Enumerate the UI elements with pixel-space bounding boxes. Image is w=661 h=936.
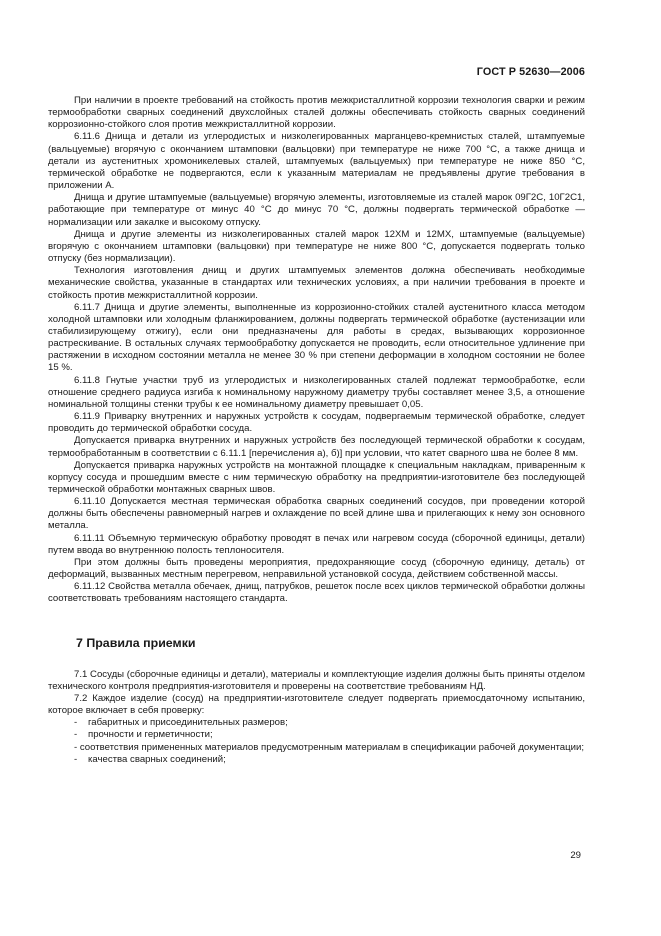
- list-item: [48, 729, 585, 741]
- paragraph: При наличии в проекте требований на стойкость против межкристаллитной коррозии технология сварки и режим термообработки сварных соединений двухслойных сталей должны обеспечивать стойкость сварных соединений коррозионно-стойкого слоя против межкристаллитной коррозии.: [48, 95, 585, 131]
- list-item-text: качества сварных соединений;: [88, 753, 226, 765]
- paragraph-6-11-10: 6.11.10 Допускается местная термическая обработка сварных соединений сосудов, при проведении которой должны быть обеспечены равномерный нагрев и охлаждение по всей длине шва и прилегающих к нему зон основного металла.: [48, 496, 585, 532]
- list-item: [48, 717, 585, 729]
- paragraph-7-2: 7.2 Каждое изделие (сосуд) на предприятии-изготовителе следует подвергать приемосдаточному испытанию, которое включает в себя проверку:: [48, 692, 585, 717]
- list-bullet: -: [74, 729, 78, 741]
- paragraph: Технология изготовления днищ и других штампуемых элементов должна обеспечивать необходимые механические свойства, указанные в стандартах или технических условиях, а при наличии требования в проекте и стойкость против межкристаллитной коррозии.: [48, 265, 585, 301]
- page-number: 29: [570, 850, 581, 861]
- list-item-text: габаритных и присоединительных размеров;: [88, 717, 288, 729]
- standard-header: ГОСТ Р 52630—2006: [476, 66, 585, 78]
- paragraph-6-11-9: 6.11.9 Приварку внутренних и наружных устройств к сосудам, подвергаемым термической обработке, следует проводить до термической обработки сосуда.: [48, 411, 585, 435]
- list-bullet: -: [74, 717, 78, 729]
- paragraph-6-11-8: 6.11.8 Гнутые участки труб из углеродистых и низколегированных сталей подлежат термообработке, если отношение среднего радиуса изгиба к номинальному наружному диаметру трубы составляет менее 3,5, а отношение номинальной толщины стенки трубы к ее номинальному диаметру превышает 0,05.: [48, 374, 585, 410]
- paragraph: Днища и другие элементы из низколегированных сталей марок 12ХМ и 12МХ, штампуемые (вальцуемые) вгорячую с окончанием штамповки (вальцовки) при температуре не ниже 800 °С, допускается подвергать только отпуску (без нормализации).: [48, 228, 585, 265]
- list-item-text: прочности и герметичности;: [88, 729, 213, 741]
- paragraph: При этом должны быть проведены мероприятия, предохраняющие сосуд (сборочную единицу, деталь) от деформаций, вызванных местным перегревом, неправильной установкой сосуда, действием собственной массы.: [48, 556, 585, 581]
- paragraph-6-11-12: 6.11.12 Свойства металла обечаек, днищ, патрубков, решеток после всех циклов термической обработки должны соответствовать требованиям настоящего стандарта.: [48, 581, 585, 605]
- list-item-text: соответствия примененных материалов предусмотренным материалам в спецификации рабочей документации;: [79, 741, 584, 753]
- paragraph: Допускается приварка наружных устройств на монтажной площадке к специальным накладкам, приваренным к корпусу сосуда и прошедшим вместе с ним термическую обработку на предприятии-изготовителе без последующей термической обработки монтажных сварных швов.: [48, 459, 585, 495]
- list-bullet: -: [74, 753, 78, 765]
- section-title: 7 Правила приемки: [76, 635, 196, 650]
- paragraph-6-11-6: 6.11.6 Днища и детали из углеродистых и низколегированных марганцево-кремнистых сталей, штампуемые (вальцуемые) вгорячую с окончанием штамповки (вальцовки) при температуре не ниже 700 °С, а также днища и детали из аустенитных хромоникелевых сталей, штампуемых (вальцуемых) при температуре не ниже 850 °С, термической обработке не подвергаются, если к указанным материалам не предъявлены другие требования в приложении А.: [48, 131, 585, 192]
- paragraph-6-11-7: 6.11.7 Днища и другие элементы, выполненные из коррозионно-стойких сталей аустенитного класса методом холодной штамповки или холодным фланжированием, должны подвергать термической обработке (аустенизации или стабилизирующему отжигу), если они предназначены для работы в средах, вызывающих коррозионное растрескивание. В остальных случаях термообработку допускается не проводить, если относительное удлинение при растяжении в исходном состоянии металла не менее 30 % при степени деформации в холодном состоянии не более 15 %.: [48, 301, 585, 374]
- list-item: [48, 742, 585, 754]
- document-body: [48, 95, 585, 766]
- paragraph: Допускается приварка внутренних и наружных устройств без последующей термической обработки к сосудам, термообработанным в соответствии с 6.11.1 [перечисления а), б)] при условии, что катет сварного шва не более 8 мм.: [48, 435, 585, 459]
- paragraph: Днища и другие штампуемые (вальцуемые) вгорячую элементы, изготовляемые из сталей марок 09Г2С, 10Г2С1, работающие при температуре от минус 40 °С до минус 70 °С, должны подвергать термической обработке — нормализации или закалке и высокому отпуску.: [48, 192, 585, 228]
- list-bullet: -: [74, 741, 78, 753]
- paragraph-6-11-11: 6.11.11 Объемную термическую обработку проводят в печах или нагревом сосуда (сборочной единицы, детали) путем ввода во внутреннюю полость теплоносителя.: [48, 532, 585, 556]
- paragraph-7-1: 7.1 Сосуды (сборочные единицы и детали), материалы и комплектующие изделия должны быть приняты отделом технического контроля предприятия-изготовителя и проверены на соответствие требованиям НД.: [48, 668, 585, 692]
- list-item: [48, 754, 585, 766]
